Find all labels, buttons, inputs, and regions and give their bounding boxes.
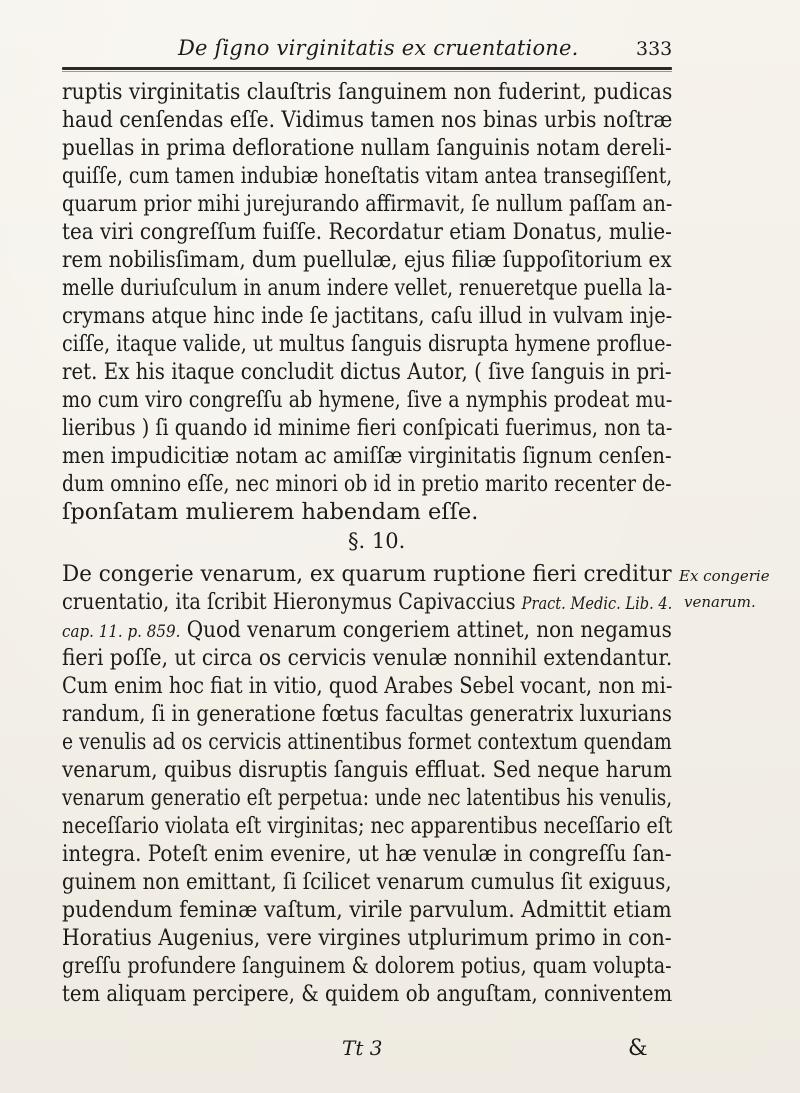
text-line: venarum generatio eſt perpetua: unde nec latentibus his venulis, <box>62 785 673 811</box>
header-rule-thin <box>62 71 672 72</box>
text-line: crymans atque hinc inde ſe jactitans, caſu illud in vulvam inje- <box>62 303 673 329</box>
text-line: quarum prior mihi jurejurando affirmavit, ſe nullum paſſam an- <box>62 191 673 217</box>
text-line: ſponſatam mulierem habendam eſſe. <box>62 499 479 525</box>
text-line: mo cum viro congreſſu ab hymene, ſive a nymphis prodeat mu- <box>62 387 673 413</box>
text-line: rem nobilisſimam, dum puellulæ, ejus filiæ ſuppoſitorium ex <box>62 247 672 273</box>
text-line: fieri poſſe, ut circa os cervicis venulæ nonnihil extendantur. <box>62 645 673 671</box>
text-line: venarum, quibus disruptis ſanguis effluat. Sed neque harum <box>62 757 672 783</box>
text-line: ruptis virginitatis clauſtris ſanguinem non fuderint, pudicas <box>62 79 673 105</box>
running-head: De ſigno virginitatis ex cruentatione. <box>178 36 579 60</box>
citation: Pract. Medic. Lib. 4. <box>521 594 673 614</box>
text-line: randum, ſi in generatione fœtus facultas generatrix luxurians <box>62 701 672 727</box>
text-line: lieribus ) ſi quando id minime fieri conſpicati fuerimus, non ta- <box>62 415 673 441</box>
text-line: haud cenſendas eſſe. Vidimus tamen nos binas urbis noſtræ <box>62 107 673 133</box>
text-line: melle duriuſculum in anum indere vellet, renueretque puella la- <box>62 275 673 301</box>
text-line: ret. Ex his itaque concludit dictus Autor, ( ſive ſanguis in pri- <box>62 359 672 385</box>
line-text: cruentatio, ita ſcribit Hieronymus Capivaccius <box>62 589 516 615</box>
catchword: & <box>628 1036 648 1061</box>
text-line: tea viri congreſſum fuiſſe. Recordatur etiam Donatus, mulie- <box>62 219 672 245</box>
text-line: quiſſe, cum tamen indubiæ honeſtatis vitam antea transegiſſent, <box>62 163 673 189</box>
margin-note: Ex congerie <box>679 567 770 585</box>
text-line: guinem non emittant, ſi ſcilicet venarum cumulus ſit exiguus, <box>62 869 672 895</box>
section-heading: §. 10. <box>348 529 406 553</box>
text-line: e venulis ad os cervicis attinentibus formet contextum quendam <box>62 729 672 755</box>
text-line: pudendum feminæ vaſtum, virile parvulum. Admittit etiam <box>62 897 672 923</box>
text-line: Horatius Augenius, vere virgines utplurimum primo in con- <box>62 925 672 951</box>
text-line <box>62 616 672 646</box>
text-line: neceſſario violata eſt virginitas; nec apparentibus neceſſario eſt <box>62 813 673 839</box>
text-line: dum omnino eſſe, nec minori ob id in pretio marito recenter de- <box>62 471 672 497</box>
text-line: greſſu profundere ſanguinem & dolorem potius, quam volupta- <box>62 953 672 979</box>
text-line: men impudicitiæ notam ac amiſſæ virginitatis ſignum cenſen- <box>62 443 672 469</box>
text-line: ciſſe, itaque valide, ut multus ſanguis disrupta hymene proflue- <box>62 331 672 357</box>
text-line <box>62 588 672 618</box>
citation: cap. 11. p. 859. <box>62 622 181 642</box>
text-line: integra. Poteſt enim evenire, ut hæ venulæ in congreſſu ſan- <box>62 841 672 867</box>
text-line <box>62 560 672 590</box>
margin-note: venarum. <box>684 593 756 611</box>
page-header <box>0 36 800 66</box>
line-text: De congerie venarum, ex quarum ruptione fieri creditur <box>62 561 672 587</box>
header-rule <box>62 67 672 70</box>
page-number: 333 <box>636 38 673 60</box>
text-line: Cum enim hoc fiat in vitio, quod Arabes Sebel vocant, non mi- <box>62 673 673 699</box>
signature-mark: Tt 3 <box>342 1036 383 1060</box>
line-text: Quod venarum congeriem attinet, non negamus <box>186 617 672 643</box>
text-line: tem aliquam percipere, & quidem ob anguſtam, conniventem <box>62 981 673 1007</box>
text-line: puellas in prima defloratione nullam ſanguinis notam dereli- <box>62 135 672 161</box>
